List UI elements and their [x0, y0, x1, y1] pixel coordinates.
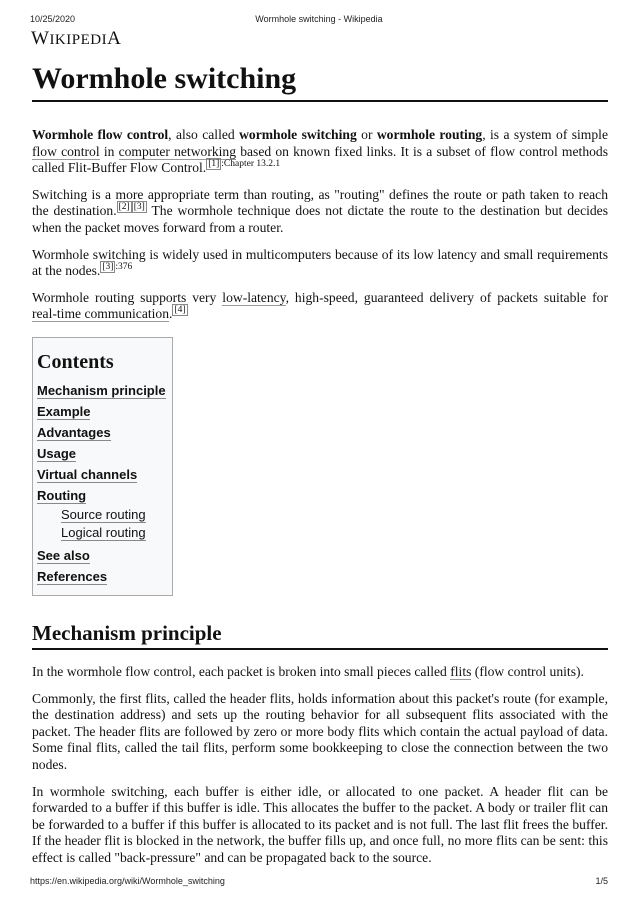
citation-1-location: :Chapter 13.2.1: [221, 159, 281, 170]
toc-item-advantages[interactable]: [37, 422, 168, 443]
text: Switching is a more appropriate term than routing, as "routing" defines the route or path taken to reach the destination.: [32, 186, 608, 219]
print-url: https://en.wikipedia.org/wiki/Wormhole_switching: [30, 876, 225, 886]
page-title: Wormhole switching: [32, 60, 608, 102]
toc-item-mechanism-principle[interactable]: [37, 380, 168, 401]
toc-item-label[interactable]: Example: [37, 403, 91, 419]
citation-2-label[interactable]: [2]: [118, 202, 130, 213]
text: , also called: [168, 127, 240, 142]
intro-paragraph-2: [32, 187, 608, 237]
toc-item-label[interactable]: Mechanism principle: [37, 382, 166, 398]
link-real-time-communication[interactable]: real-time communication: [32, 306, 170, 322]
link-computer-networking[interactable]: computer networking: [118, 143, 237, 159]
toc-item-label[interactable]: See also: [37, 547, 90, 563]
toc-subitem-source-routing[interactable]: [37, 506, 168, 524]
link-low-latency[interactable]: low-latency: [222, 289, 286, 305]
print-date: 10/25/2020: [30, 14, 76, 24]
citation-4-label[interactable]: [4]: [174, 305, 186, 316]
section-paragraph-2: Commonly, the first flits, called the header flits, holds information about this packet's route (for example, the destination address) and sets up the routing behavior for all subsequent flits associated with the packet. The header flits are followed by zero or more body flits which contain the actual payload of data. Some final flits, called the tail flits, perform some bookkeeping to close the connection between the two nodes.: [32, 690, 608, 772]
print-page-number: 1/5: [595, 876, 608, 886]
toc-item-label[interactable]: Virtual channels: [37, 466, 138, 482]
toc-item-usage[interactable]: [37, 443, 168, 464]
text: (flow control units).: [471, 663, 584, 679]
citation-1[interactable]: [206, 158, 280, 170]
logo-w: W: [31, 28, 50, 49]
toc-item-references[interactable]: [37, 566, 168, 587]
text: .: [169, 306, 173, 322]
bold-term-2: wormhole switching: [239, 127, 357, 142]
link-flow-control[interactable]: flow control: [32, 143, 100, 159]
table-of-contents: [32, 337, 173, 596]
citation-3-label[interactable]: [3]: [102, 262, 114, 273]
bold-term-3: wormhole routing: [376, 127, 483, 142]
text: Wormhole switching is widely used in multicomputers because of its low latency and small requirements at the nodes.: [32, 246, 608, 279]
toc-title: Contents: [37, 350, 114, 373]
logo-middle: IKIPEDI: [49, 32, 108, 48]
citation-1-label[interactable]: [1]: [208, 159, 220, 170]
intro-paragraph-1: [32, 127, 608, 177]
article-content: [32, 56, 608, 866]
link-flits[interactable]: flits: [450, 663, 472, 679]
citation-3-label[interactable]: [3]: [133, 202, 145, 213]
intro-paragraph-4: [32, 290, 608, 323]
citation-4[interactable]: [172, 304, 187, 316]
print-title: Wormhole switching - Wikipedia: [255, 14, 383, 24]
toc-subitem-logical-routing[interactable]: [37, 524, 168, 542]
section-paragraph-3: In wormhole switching, each buffer is either idle, or allocated to one packet. A header flit can be forwarded to a buffer if this buffer is idle. This allocates the buffer to the packet. A body or trailer flit can be forwarded to a buffer if this buffer is allocated to its packet and is not full. The last flit frees the buffer. If the header flit is blocked in the network, the buffer fills up, and once full, no more flits can be sent: this effect is called "back-pressure" and can be propagated back to the source.: [32, 783, 608, 865]
section-heading-mechanism-principle: Mechanism principle: [32, 620, 608, 650]
text: , is a system of simple: [482, 127, 608, 142]
text: Wormhole routing supports very: [32, 289, 223, 305]
text: in: [99, 143, 119, 159]
toc-item-example[interactable]: [37, 401, 168, 422]
toc-item-routing[interactable]: [37, 485, 168, 506]
text: , high-speed, guaranteed delivery of packets suitable for: [285, 289, 608, 305]
intro-paragraph-3: [32, 247, 608, 280]
toc-item-see-also[interactable]: [37, 545, 168, 566]
toc-item-label[interactable]: Routing: [37, 487, 87, 503]
wikipedia-logo[interactable]: [31, 28, 121, 50]
toc-item-label[interactable]: Advantages: [37, 424, 111, 440]
toc-item-label[interactable]: Usage: [37, 445, 77, 461]
citation-3[interactable]: [100, 261, 132, 273]
text: or: [356, 127, 377, 142]
bold-term-1: Wormhole flow control: [32, 127, 169, 142]
toc-subitem-label[interactable]: Logical routing: [61, 524, 146, 540]
citation-3-location: :376: [115, 262, 133, 273]
toc-subitem-label[interactable]: Source routing: [61, 506, 146, 522]
toc-item-label[interactable]: References: [37, 568, 108, 584]
text: based on known fixed links. It is a subset of flow control methods called Flit-Buffer Flow Control.: [32, 143, 609, 176]
toc-item-virtual-channels[interactable]: [37, 464, 168, 485]
section-paragraph-1: [32, 664, 608, 681]
citation-2[interactable]: [117, 201, 147, 213]
text: In the wormhole flow control, each packet is broken into small pieces called: [32, 663, 451, 679]
text: The wormhole technique does not dictate the route to the destination but decides when the packet moves forward from a router.: [32, 203, 608, 235]
logo-a: A: [107, 28, 122, 49]
